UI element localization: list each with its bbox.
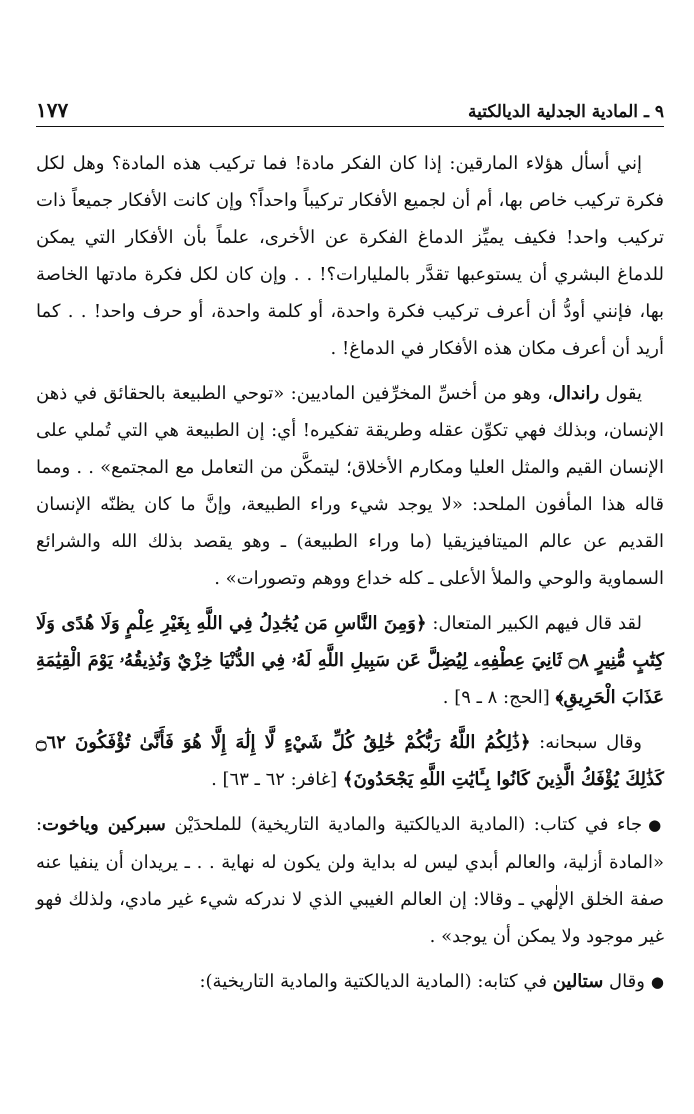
author-name-randall: راندال (552, 383, 600, 404)
p2-before: يقول (599, 383, 642, 404)
running-header (36, 88, 664, 127)
p4-intro: وقال سبحانه: (530, 732, 642, 753)
quran-verse-hajj: ﴿وَمِنَ النَّاسِ مَن يُجَٰدِلُ فِي اللَّهِ بِغَيْرِ عِلْمٍ وَلَا هُدًى وَلَا كِتَٰبٍ مُّنِيرٍ ۝٨ ثَانِيَ عِطْفِهِۦ لِيُضِلَّ عَن سَبِيلِ اللَّهِ لَهُۥ فِي الدُّنْيَا خِزْيٌ وَنُذِيقُهُۥ يَوْمَ الْقِيَٰمَةِ عَذَابَ الْحَرِيقِ﴾ (36, 613, 664, 708)
paragraph-2 (36, 375, 664, 597)
bullet-icon: ● (648, 816, 664, 834)
paragraph-4 (36, 724, 664, 798)
author-names-spirkin-yakhot: سبركين وياخوت (42, 814, 166, 835)
paragraph-3 (36, 605, 664, 716)
verse-reference-ghafir: [غافر: ٦٢ ـ ٦٣] . (211, 769, 343, 790)
verse-reference-hajj: [الحج: ٨ ـ ٩] . (442, 687, 556, 708)
p2-after: ، وهو من أخسِّ المخرِّفين الماديين: «توحي الطبيعة بالحقائق في ذهن الإنسان، وبذلك فهي تكوِّن عقله وطريقة تفكيره! أي: إن الطبيعة هي التي تُملي على الإنسان القيم والمثل العليا ومكارم الأخلاق؛ ليتمكَّن من التعامل مع المجتمع» . . ومما قاله هذا المأفون الملحد: «لا يوجد شيء وراء الطبيعة، وإنَّ ما كان يظنّه الإنسان القديم عن عالم الميتافيزيقيا (ما وراء الطبيعة) ـ وهو يقصد بذلك الله والشرائع السماوية والوحي والملأ الأعلى ـ كله خداع ووهم وتصورات» . (36, 383, 664, 589)
chapter-title: ٩ ـ المادية الجدلية الديالكتية (467, 102, 664, 122)
paragraph-5 (36, 806, 664, 955)
paragraph-6 (36, 963, 664, 1001)
p5-before: جاء في كتاب: (المادية الديالكتية والمادية التاريخية) للملحدَيْن (165, 814, 643, 835)
p6-after: في كتابه: (المادية الديالكتية والمادية التاريخية): (199, 971, 553, 992)
author-name-stalin: ستالين (552, 971, 604, 992)
body-text (36, 145, 664, 1001)
p6-before: وقال (603, 971, 645, 992)
paragraph-1: إني أسأل هؤلاء المارقين: إذا كان الفكر مادة! فما تركيب هذه المادة؟ وهل لكل فكرة تركيب خاص بها، أم أن لجميع الأفكار تركيباً واحداً؟ وإن كانت الأفكار جميعاً ذات تركيب واحد! فكيف يميِّز الدماغ الفكرة عن الأخرى، علماً بأن الأفكار التي يمكن للدماغ البشري أن يستوعبها تقدَّر بالمليارات؟! . . وإن كان لكل فكرة مادتها الخاصة بها، فإنني أودُّ أن أعرف تركيب فكرة واحدة، أو كلمة واحدة، أو حرف واحد! . . كما أريد أن أعرف مكان هذه الأفكار في الدماغ! . (36, 153, 664, 359)
book-page (36, 88, 664, 1009)
p5-after: : «المادة أزلية، والعالم أبدي ليس له بداية ولن يكون له نهاية . . ـ يريدان أن ينفيا عنه صفة الخلق الإلٰهي ـ وقالا: إن العالم الغيبي الذي لا ندركه شيء غير مادي، ولذلك فهو غير موجود ولا يمكن أن يوجد» . (36, 814, 664, 947)
p3-intro: لقد قال فيهم الكبير المتعال: (426, 613, 642, 634)
quran-verse-ghafir: ﴿ذَٰلِكُمُ اللَّهُ رَبُّكُمْ خَٰلِقُ كُلِّ شَيْءٍ لَّا إِلَٰهَ إِلَّا هُوَ فَأَنَّىٰ تُؤْفَكُونَ ۝٦٢ كَذَٰلِكَ يُؤْفَكُ الَّذِينَ كَانُوا بِـَٔايَٰتِ اللَّهِ يَجْحَدُونَ﴾ (36, 732, 664, 790)
bullet-icon: ● (650, 973, 664, 991)
page-number: ١٧٧ (36, 98, 69, 122)
